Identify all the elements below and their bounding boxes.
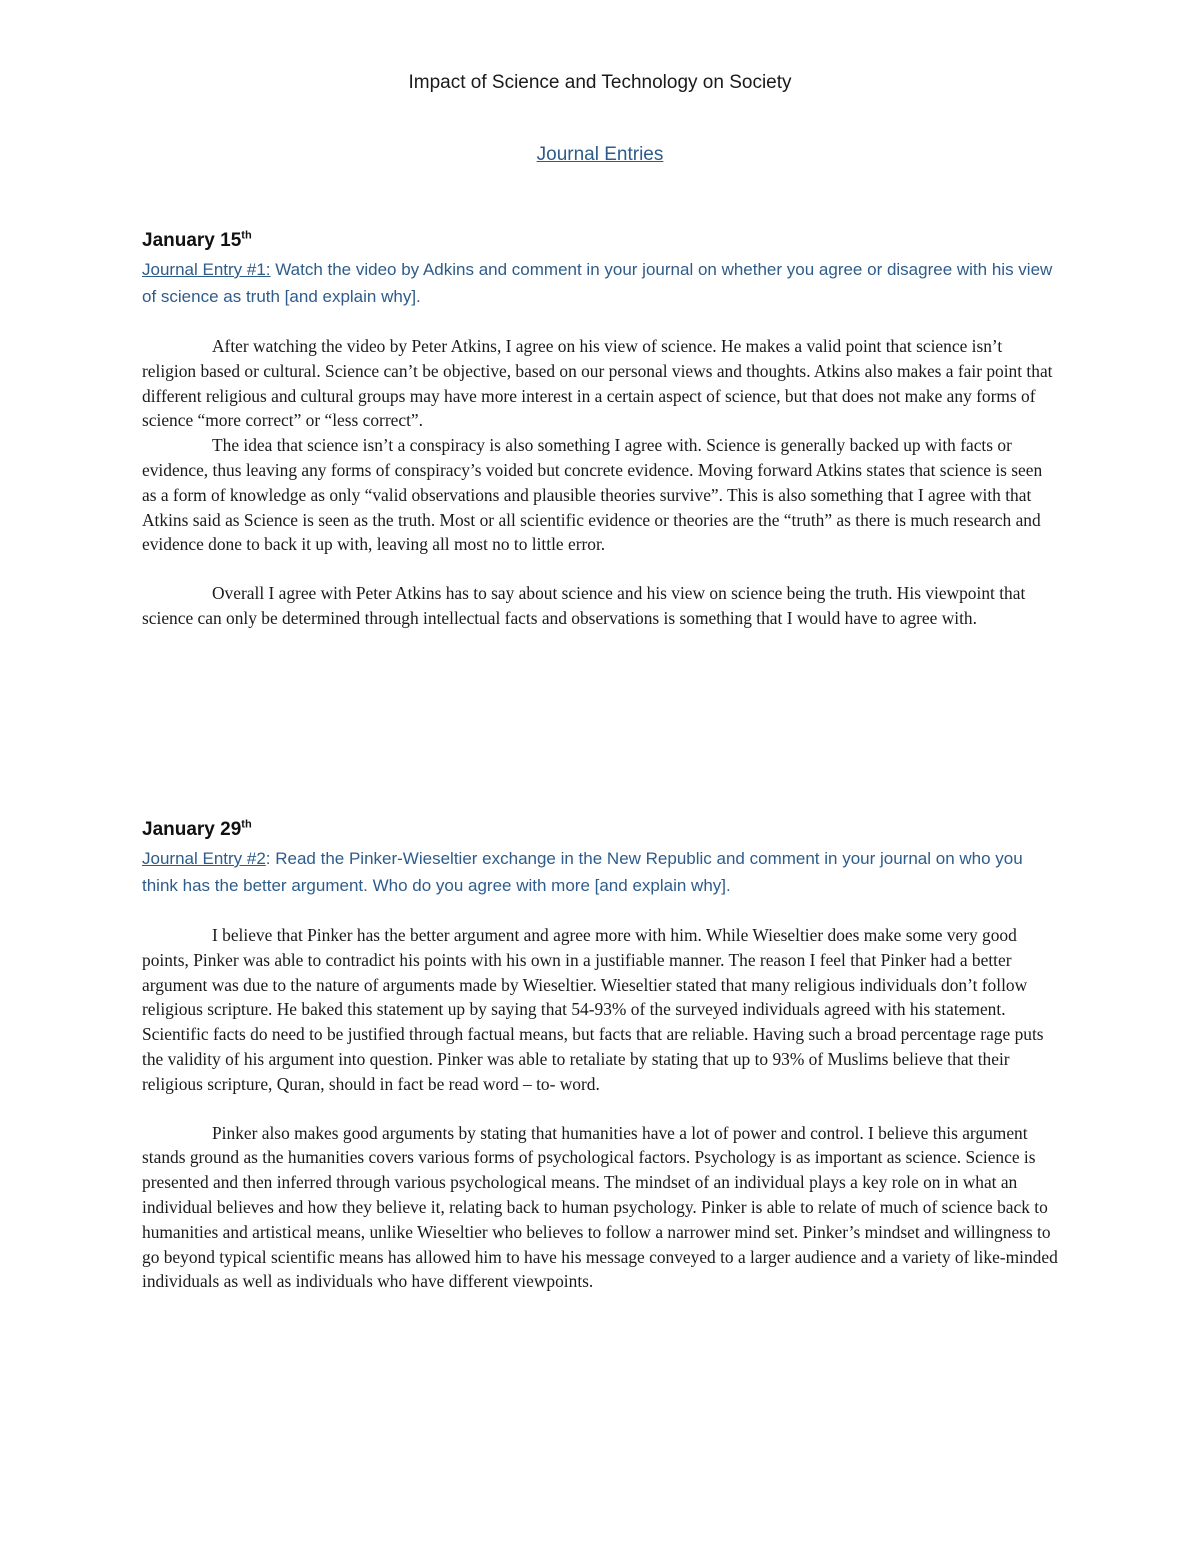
entry-paragraph: Pinker also makes good arguments by stating that humanities have a lot of power and control. I believe this argument stands ground as the humanities covers various forms of psychological factors. Psychology is as important as science. Science is presented and then inferred through various psychological means. The mindset of an individual plays a key role on in what an individual believes and how they believe it, relating back to human psychology. Pinker is able to relate of much of science back to humanities and artistical means, unlike Wieseltier who believes to follow a narrower mind set. Pinker’s mindset and willingness to go beyond typical scientific means has allowed him to have his message conveyed to a larger audience and a variety of like-minded individuals as well as individuals who have different viewpoints. [142, 1122, 1058, 1292]
entry-paragraph: I believe that Pinker has the better argument and agree more with him. While Wieseltier does make some very good points, Pinker was able to contradict his points with his own in a justifiable manner. The reason I feel that Pinker had a better argument was due to the nature of arguments made by Wieseltier. Wieseltier stated that many religious individuals don’t follow religious scripture. He baked this statement up by saying that 54-93% of the surveyed individuals agreed with his statement. Scientific facts do need to be justified through factual means, but facts that are reliable. Having such a broad percentage rage puts the validity of his argument into question. Pinker was able to retaliate by stating that up to 93% of Muslims believe that their religious scripture, Quran, should in fact be read word – to- word. [142, 925, 1044, 1094]
entry-prompt-label: Journal Entry #2 [142, 849, 266, 868]
entry-paragraph: Overall I agree with Peter Atkins has to say about science and his view on science being the truth. His viewpoint that science can only be determined through intellectual facts and observations is something that I would have to agree with. [142, 583, 1026, 628]
entry-prompt-text: Watch the video by Adkins and comment in your journal on whether you agree or disagree with his view of science as truth [and explain why]. [142, 260, 1053, 306]
document-subtitle: Journal Entries [536, 144, 664, 165]
entry-date [142, 228, 1058, 254]
entry-date-text: January 29 [142, 819, 242, 840]
entry-prompt [142, 256, 1058, 310]
entry-date-suffix: th [241, 229, 252, 242]
entry-date-text: January 15 [142, 230, 242, 251]
entry-date [142, 817, 1058, 843]
entry-prompt-text: : Read the Pinker-Wieseltier exchange in the New Republic and comment in your journal on who you think has the better argument. Who do you agree with more [and explain why]. [142, 849, 1023, 895]
journal-entry-2 [142, 817, 1058, 1294]
document-title: Impact of Science and Technology on Society [408, 72, 792, 93]
entry-paragraph: The idea that science isn’t a conspiracy is also something I agree with. Science is generally backed up with facts or evidence, thus leaving any forms of conspiracy’s voided but concrete evidence. Moving forward Atkins states that science is seen as a form of knowledge as only “valid observations and plausible theories survive”. This is also something that I agree with that Atkins said as Science is seen as the truth. Most or all scientific evidence or theories are the “truth” as there is much research and evidence done to back it up with, leaving all most no to little error. [142, 435, 1043, 555]
entry-paragraph: After watching the video by Peter Atkins, I agree on his view of science. He makes a valid point that science isn’t religion based or cultural. Science can’t be objective, based on our personal views and thoughts. Atkins also makes a fair point that different religious and cultural groups may have more interest in a certain aspect of science, but that does not make any forms of science “more correct” or “less correct”. [142, 336, 1053, 431]
entry-date-suffix: th [241, 818, 252, 831]
journal-entry-1 [142, 228, 1058, 631]
entry-prompt-label: Journal Entry #1: [142, 260, 271, 279]
entry-prompt [142, 845, 1058, 899]
